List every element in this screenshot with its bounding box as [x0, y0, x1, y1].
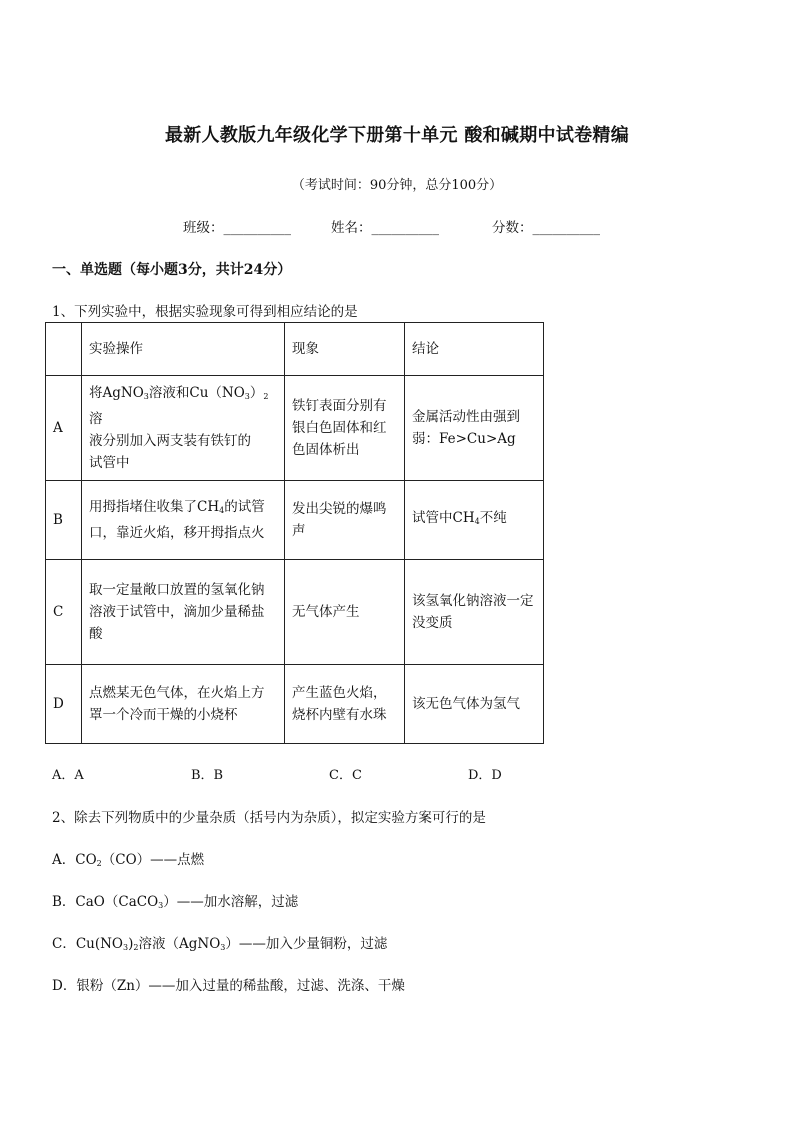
option-b: B．B	[191, 768, 224, 783]
option-d: D．D	[468, 768, 502, 783]
row-key: C	[46, 560, 82, 665]
score-field: 分数：__________	[492, 220, 600, 236]
row-key: A	[46, 376, 82, 481]
section-heading: 一、单选题（每小题3分，共计24分）	[52, 262, 292, 278]
row-conclusion: 试管中$CH_4$不纯	[405, 481, 544, 560]
table-row	[46, 376, 544, 481]
row-conclusion: 该氢氧化钠溶液一定没变质	[405, 560, 544, 665]
table-header-cell: 实验操作	[82, 323, 285, 376]
table-header-cell	[46, 323, 82, 376]
row-operation: 取一定量敞口放置的氢氧化钠溶液于试管中，滴加少量稀盐酸	[82, 560, 285, 665]
q2-option-b: B．CaO（CaCO$_3$）——加水溶解，过滤	[52, 894, 299, 910]
row-conclusion: 该无色气体为氢气	[405, 665, 544, 744]
row-key: B	[46, 481, 82, 560]
q2-option-c: C．$Cu(NO_3)_2$溶液（AgNO$_3$）——加入少量铜粉，过滤	[52, 936, 388, 952]
class-field: 班级：__________	[183, 220, 291, 236]
row-phenomenon: 发出尖锐的爆鸣声	[285, 481, 405, 560]
row-phenomenon: 产生蓝色火焰，烧杯内壁有水珠	[285, 665, 405, 744]
table-header-cell: 结论	[405, 323, 544, 376]
table-row	[46, 560, 544, 665]
row-key: D	[46, 665, 82, 744]
q2-option-d: D．银粉（Zn）——加入过量的稀盐酸，过滤、洗涤、干燥	[52, 978, 405, 994]
table-row	[46, 665, 544, 744]
question-1-table	[45, 322, 544, 744]
row-phenomenon: 无气体产生	[285, 560, 405, 665]
table-header-cell: 现象	[285, 323, 405, 376]
row-operation: 用拇指堵住收集了$CH_4$的试管 口，靠近火焰，移开拇指点火	[82, 481, 285, 560]
row-operation: 点燃某无色气体，在火焰上方罩一个冷而干燥的小烧杯	[82, 665, 285, 744]
name-field: 姓名：__________	[331, 220, 439, 236]
page-title: 最新人教版九年级化学下册第十单元 酸和碱期中试卷精编	[164, 125, 630, 146]
table-header-row	[46, 323, 544, 376]
option-c: C．C	[329, 768, 362, 783]
row-phenomenon: 铁钉表面分别有银白色固体和红色固体析出	[285, 376, 405, 481]
question-1-stem: 1、下列实验中，根据实验现象可得到相应结论的是	[52, 304, 358, 320]
row-operation: 将AgNO$_3$溶液和$Cu(NO_3)_2$溶 液分别加入两支装有铁钉的 试管中	[82, 376, 285, 481]
q2-option-a: A．$CO_2(CO)——$点燃	[52, 852, 205, 868]
exam-info: （考试时间：90分钟，总分100分）	[291, 178, 503, 193]
table-row	[46, 481, 544, 560]
row-conclusion: 金属活动性由强到弱：Fe>Cu>Ag	[405, 376, 544, 481]
question-2-stem: 2、除去下列物质中的少量杂质（括号内为杂质），拟定实验方案可行的是	[52, 810, 486, 826]
option-a: A．A	[52, 768, 84, 783]
